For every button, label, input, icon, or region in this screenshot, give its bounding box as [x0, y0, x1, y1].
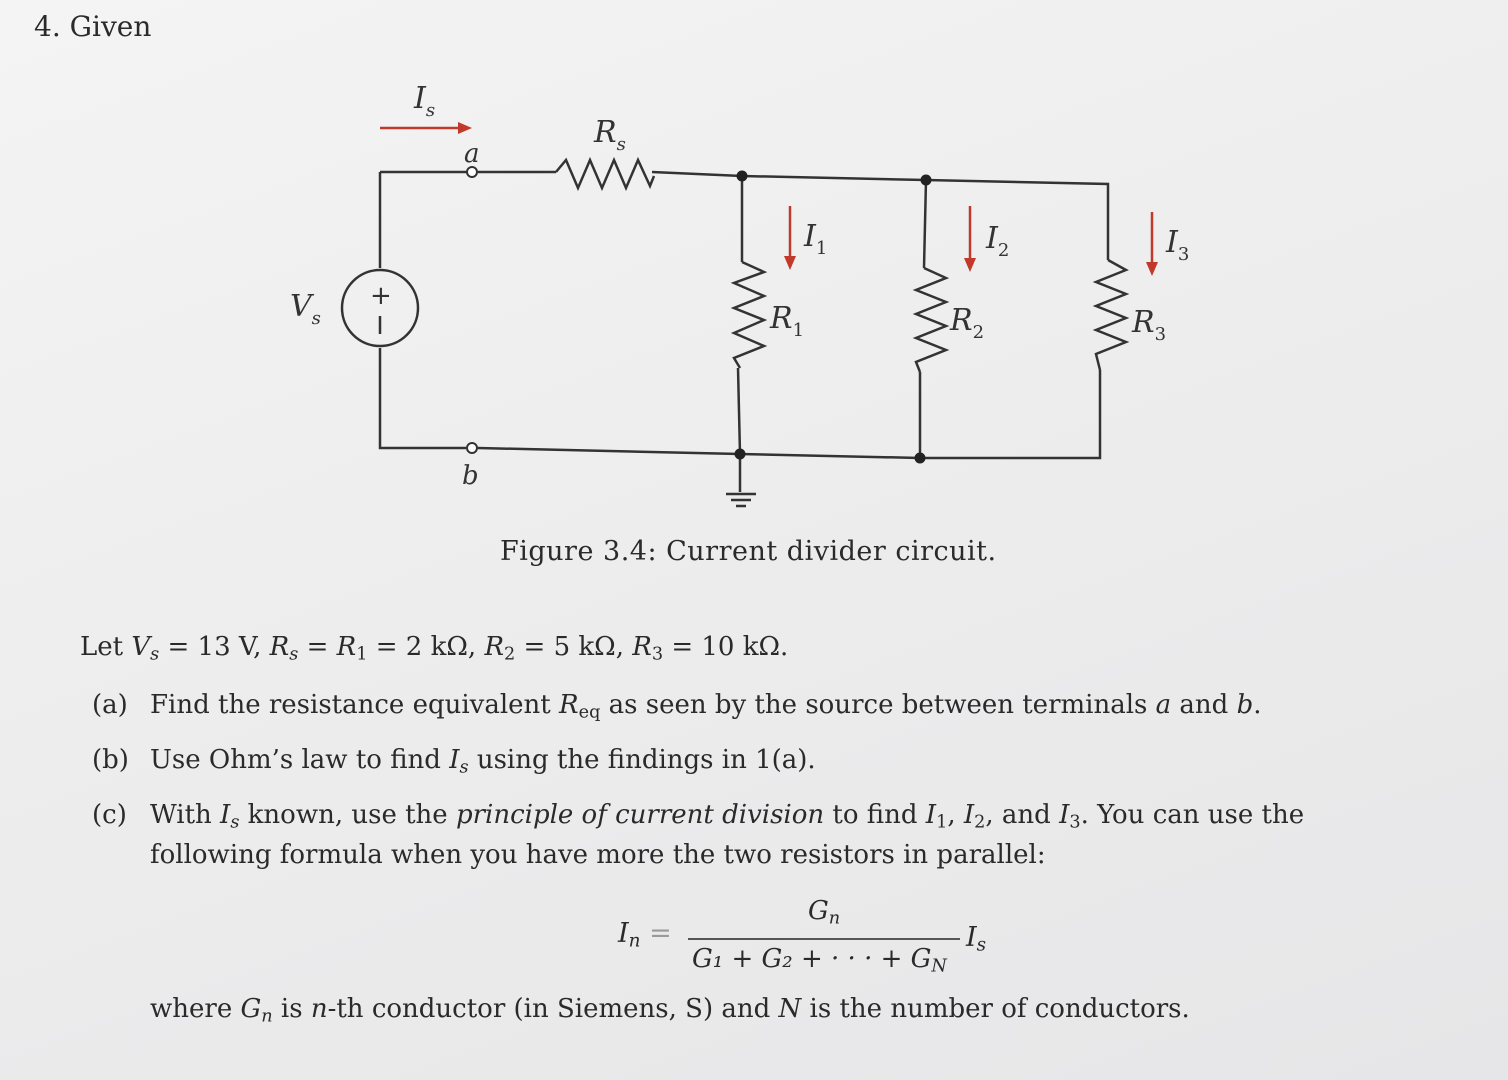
- wire-bottom: [478, 370, 1100, 458]
- question-c: (c) With Is known, use the principle of current division to find $I_1$, $I_2$, and $I_3$. You can use the: [92, 800, 1305, 833]
- given-values: Let Vs = 13 V, $Rs = R_1 = 2$ kΩ, $R_2 = 5$ kΩ, $R_3 = 10$ kΩ.: [80, 632, 789, 665]
- node-top-1: [737, 171, 748, 182]
- problem-title: 4. Given: [34, 10, 152, 43]
- label-r2: $R_2$: [950, 303, 985, 343]
- resistor-r2: [916, 268, 946, 372]
- label-a: a: [464, 139, 480, 169]
- question-c-line2: following formula when you have more the two resistors in parallel:: [150, 840, 1046, 870]
- resistor-r3: [1096, 260, 1126, 370]
- terminal-b: [467, 443, 477, 453]
- question-b: (b) Use Ohm’s law to find Is using the findings in 1(a).: [92, 745, 816, 778]
- label-r1: $R_1$: [770, 301, 805, 341]
- label-vs: $V_s$: [290, 289, 321, 329]
- node-top-2: [921, 175, 932, 186]
- node-bottom-2: [915, 453, 926, 464]
- label-r3: $R_3$: [1132, 305, 1167, 345]
- node-bottom-1: [735, 449, 746, 460]
- label-i1: $I_1$: [804, 219, 828, 259]
- label-is: $I_s$: [414, 81, 436, 121]
- wire-left-low: [380, 348, 466, 448]
- formula-denominator: G₁ + G₂ + · · · + GN: [692, 944, 947, 977]
- wire-top-right: [652, 172, 1108, 260]
- question-a: (a) Find the resistance equivalent $R_{eq}$ as seen by the source between terminals a and b.: [92, 690, 1262, 723]
- label-rs: $R_s$: [594, 115, 626, 155]
- formula-numerator: Gn: [808, 896, 841, 929]
- formula-fraction-bar: [688, 938, 960, 940]
- wire-r1-bottom: [738, 368, 740, 454]
- resistor-r1: [734, 262, 764, 368]
- formula-rhs: Is: [966, 922, 987, 956]
- formula-footnote: where Gn is n-th conductor (in Siemens, S) and N is the number of conductors.: [150, 994, 1190, 1027]
- label-b: b: [462, 461, 479, 491]
- label-i3: $I_3$: [1166, 225, 1190, 265]
- wire-r2-top: [924, 180, 926, 268]
- figure-caption: Figure 3.4: Current divider circuit.: [500, 536, 997, 567]
- formula-lhs: In =: [618, 918, 672, 952]
- label-i2: $I_2$: [986, 221, 1010, 261]
- source-plus: +: [370, 281, 392, 311]
- resistor-rs: [556, 160, 654, 188]
